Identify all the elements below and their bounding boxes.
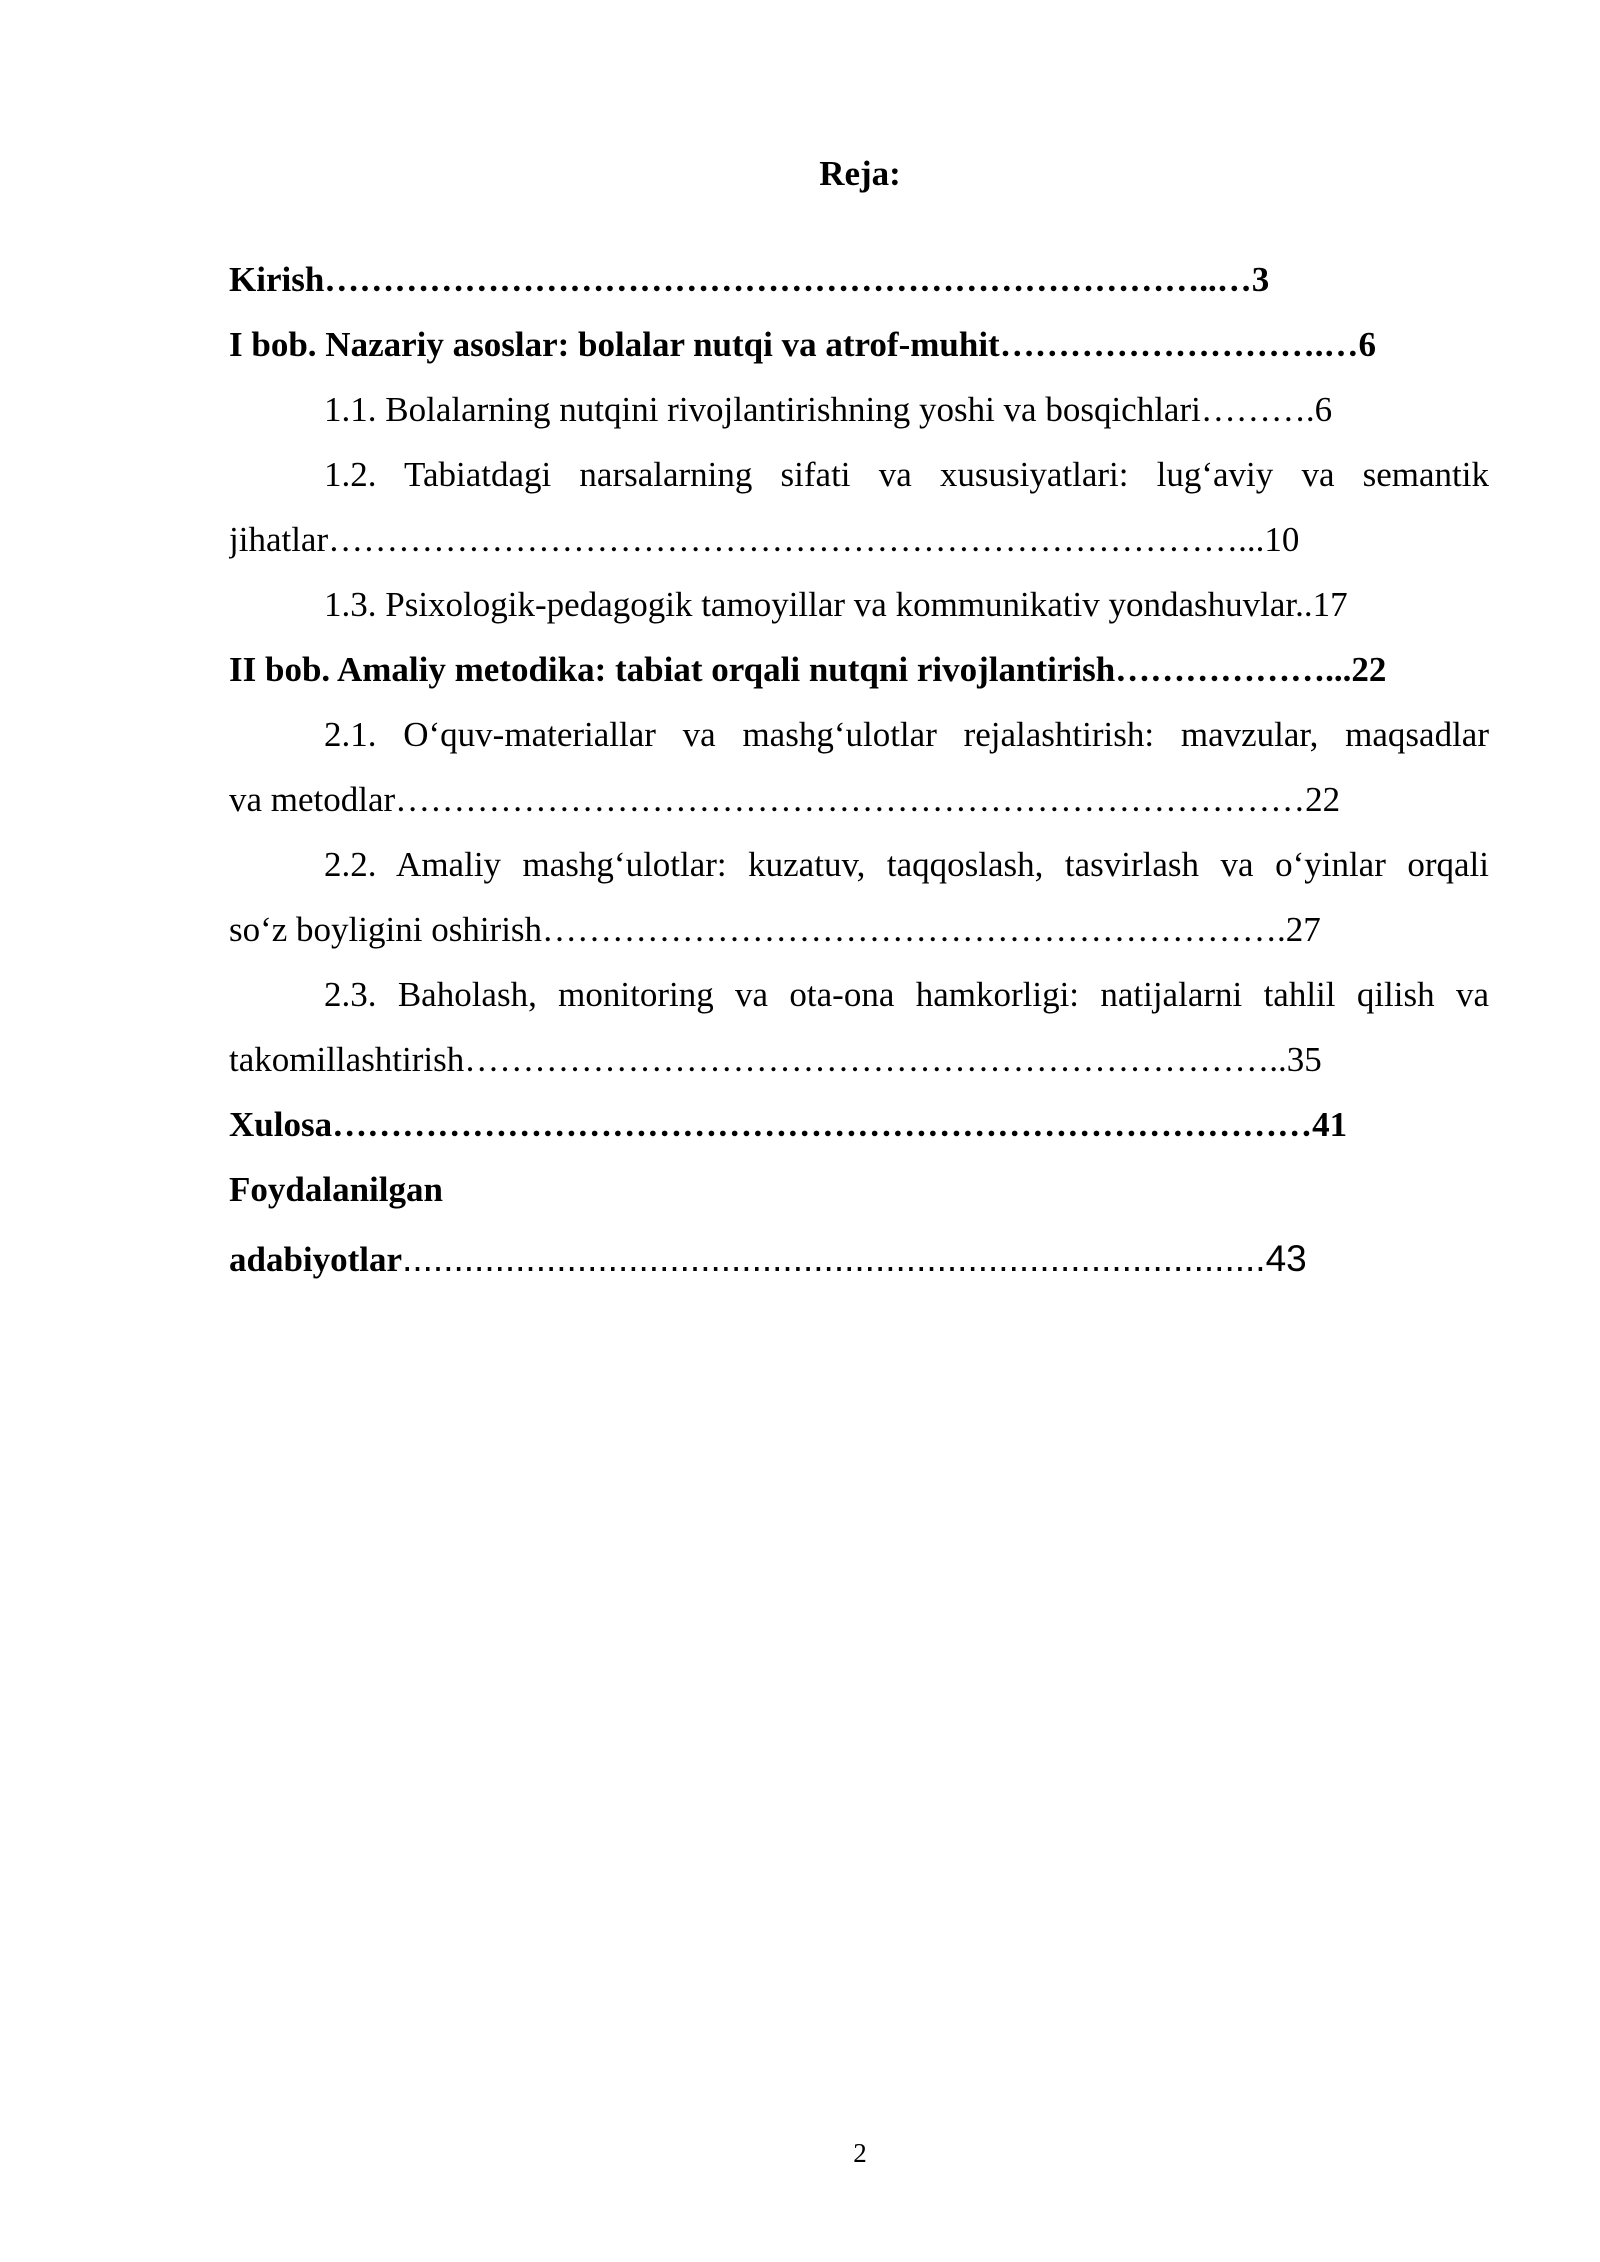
toc-entry-section-1-1: 1.1. Bolalarning nutqini rivojlantirishning yoshi va bosqichlari……….6 bbox=[324, 390, 1333, 429]
toc-entry-section-2-1: 2.1. O‘quv-materiallar va mashg‘ulotlar rejalashtirish: mavzular, maqsadlar bbox=[324, 715, 1489, 754]
toc-entry-section-2-1-continued: va metodlar……………………………………………………………………22 bbox=[229, 780, 1341, 819]
page-number: 2 bbox=[853, 2138, 867, 2168]
toc-entry-section-1-3: 1.3. Psixologik-pedagogik tamoyillar va kommunikativ yondashuvlar..17 bbox=[324, 585, 1348, 624]
references-leader-page: ....................................................................................43 bbox=[402, 1238, 1307, 1279]
toc-entry-section-2-2: 2.2. Amaliy mashg‘ulotlar: kuzatuv, taqqoslash, tasvirlash va o‘yinlar orqali bbox=[324, 845, 1489, 884]
toc-entry-references-continued bbox=[229, 1222, 1489, 1296]
toc-entry-xulosa: Xulosa…………………………………………………………………………41 bbox=[229, 1105, 1348, 1144]
table-of-contents bbox=[229, 247, 1489, 1296]
toc-entry-chapter-2: II bob. Amaliy metodika: tabiat orqali nutqni rivojlantirish………………...22 bbox=[229, 650, 1387, 689]
toc-entry-section-2-2-continued: so‘z boyligini oshirish……………………………………………………….27 bbox=[229, 910, 1321, 949]
references-label: adabiyotlar bbox=[229, 1240, 403, 1279]
toc-entry-section-1-2-continued: jihatlar……………………………………………………………………...10 bbox=[229, 520, 1300, 559]
page-title: Reja: bbox=[819, 154, 901, 193]
toc-entry-references: Foydalanilgan bbox=[229, 1170, 443, 1209]
toc-entry-chapter-1: I bob. Nazariy asoslar: bolalar nutqi va atrof-muhit……………………….…6 bbox=[229, 325, 1376, 364]
toc-entry-section-1-2: 1.2. Tabiatdagi narsalarning sifati va xususiyatlari: lug‘aviy va semantik bbox=[324, 455, 1489, 494]
toc-entry-section-2-3: 2.3. Baholash, monitoring va ota-ona hamkorligi: natijalarni tahlil qilish va bbox=[324, 975, 1489, 1014]
toc-entry-section-2-3-continued: takomillashtirish……………………………………………………………..35 bbox=[229, 1040, 1322, 1079]
toc-entry-kirish: Kirish…………………………………………………………………..…3 bbox=[229, 260, 1270, 299]
